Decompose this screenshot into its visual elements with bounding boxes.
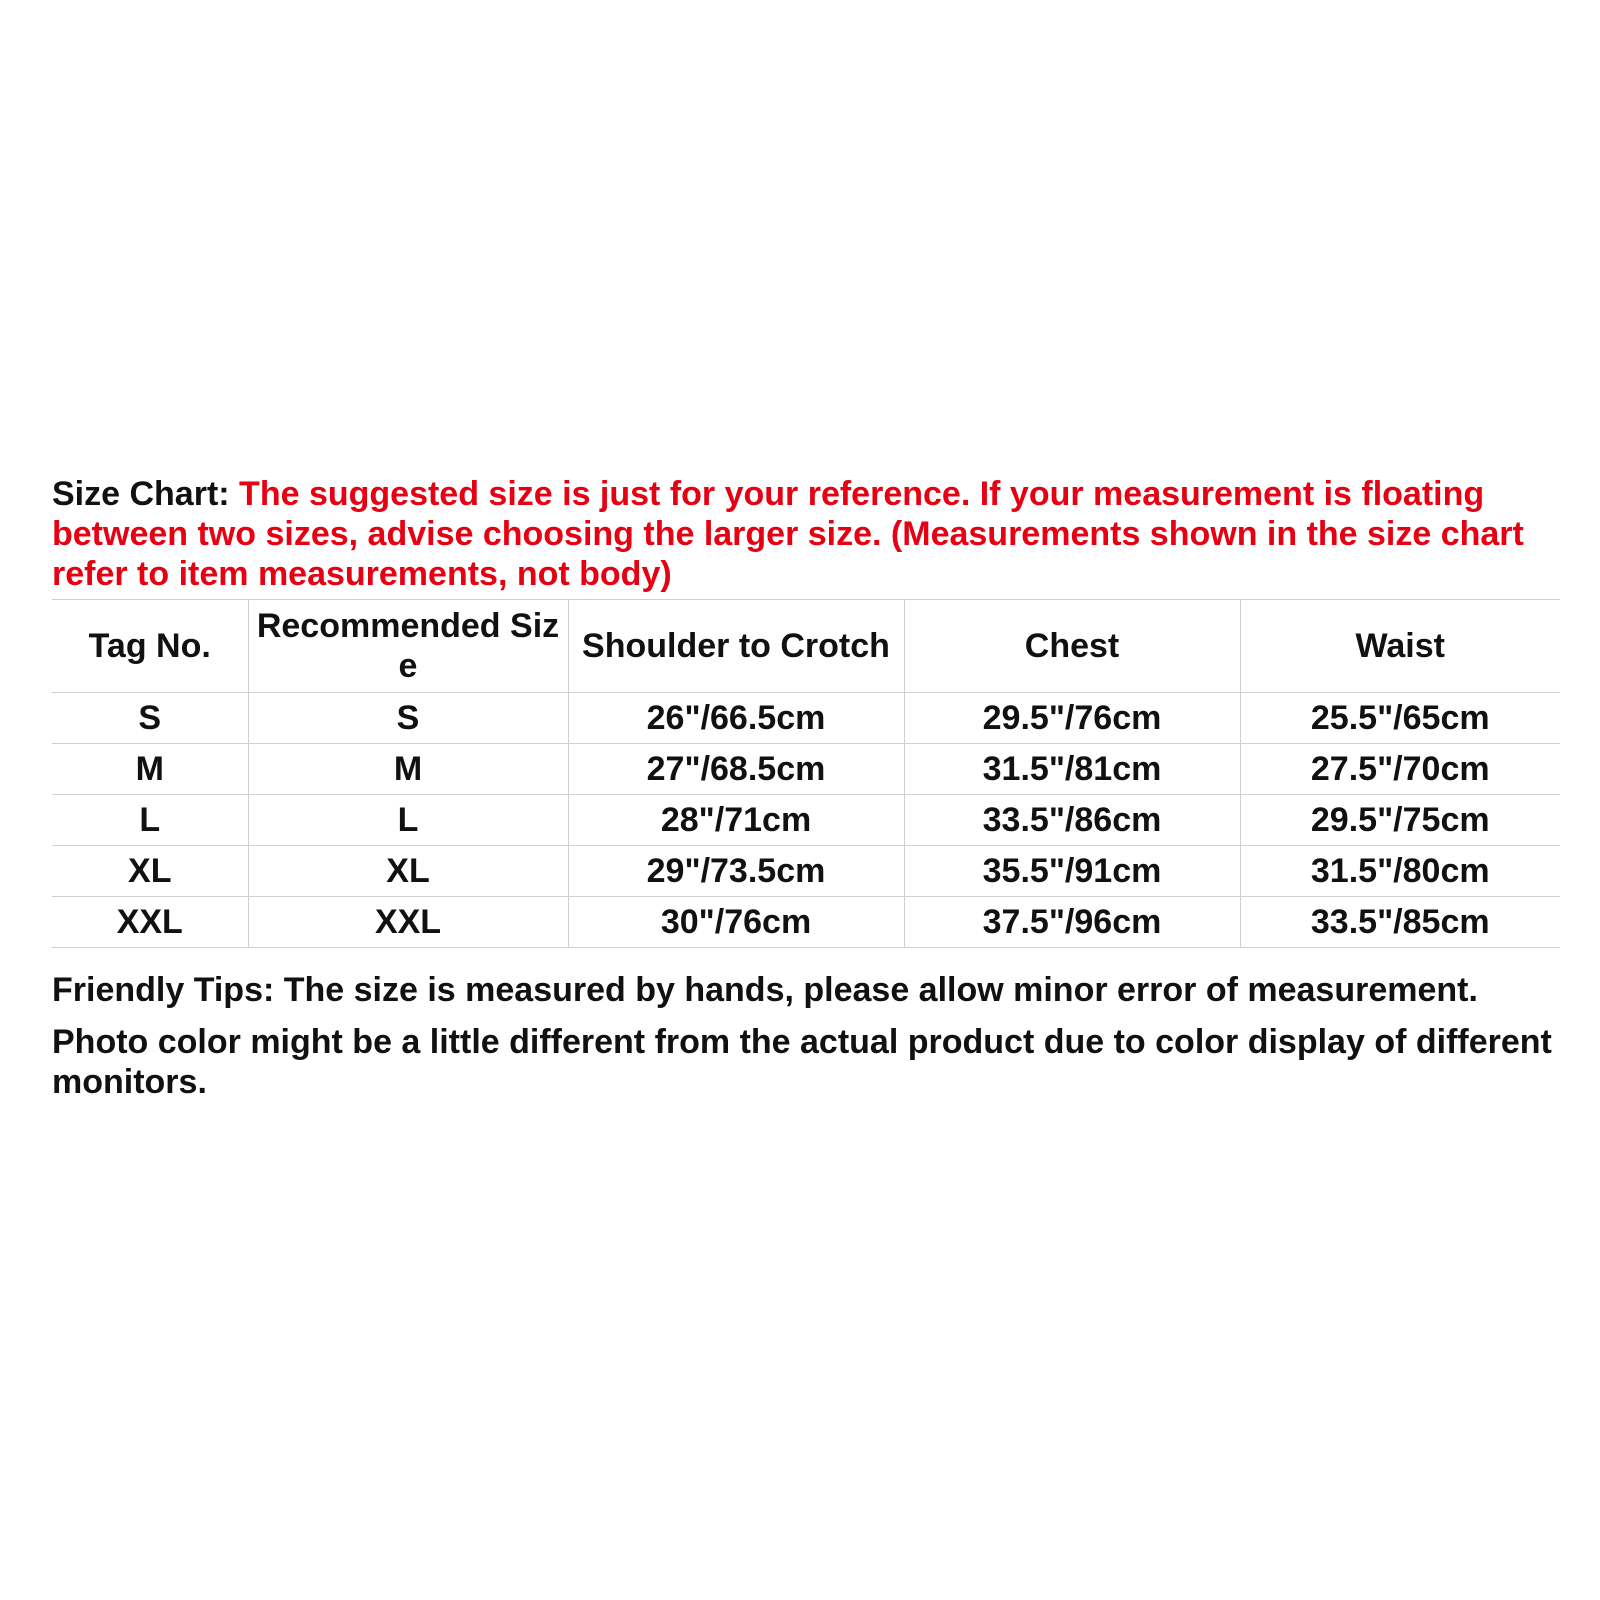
cell-shoulder-to-crotch: 27"/68.5cm [568, 744, 904, 795]
cell-tag-no: XL [52, 846, 248, 897]
cell-waist: 31.5"/80cm [1240, 846, 1560, 897]
cell-recommended-size: XXL [248, 897, 568, 948]
table-row [52, 846, 1560, 897]
cell-tag-no: XXL [52, 897, 248, 948]
cell-chest: 31.5"/81cm [904, 744, 1240, 795]
cell-waist: 29.5"/75cm [1240, 795, 1560, 846]
cell-tag-no: S [52, 693, 248, 744]
table-row [52, 744, 1560, 795]
header-chest: Chest [904, 600, 1240, 693]
table-row [52, 795, 1560, 846]
cell-tag-no: M [52, 744, 248, 795]
cell-chest: 35.5"/91cm [904, 846, 1240, 897]
table-row [52, 897, 1560, 948]
cell-waist: 27.5"/70cm [1240, 744, 1560, 795]
cell-shoulder-to-crotch: 29"/73.5cm [568, 846, 904, 897]
header-shoulder-to-crotch: Shoulder to Crotch [568, 600, 904, 693]
size-chart-note: The suggested size is just for your reference. If your measurement is floating between two sizes, advise choosing the larger size. (Measurements shown in the size chart refer to item measurements, not body) [52, 475, 1524, 593]
header-waist: Waist [1240, 600, 1560, 693]
size-chart-document [52, 474, 1560, 1102]
cell-recommended-size: L [248, 795, 568, 846]
cell-waist: 33.5"/85cm [1240, 897, 1560, 948]
cell-chest: 33.5"/86cm [904, 795, 1240, 846]
cell-waist: 25.5"/65cm [1240, 693, 1560, 744]
table-header-row [52, 600, 1560, 693]
cell-shoulder-to-crotch: 26"/66.5cm [568, 693, 904, 744]
cell-shoulder-to-crotch: 30"/76cm [568, 897, 904, 948]
cell-chest: 37.5"/96cm [904, 897, 1240, 948]
cell-tag-no: L [52, 795, 248, 846]
size-chart-label: Size Chart: [52, 475, 240, 513]
cell-shoulder-to-crotch: 28"/71cm [568, 795, 904, 846]
cell-recommended-size: S [248, 693, 568, 744]
color-disclaimer: Photo color might be a little different from the actual product due to color display of different monitors. [52, 1023, 1552, 1101]
header-recommended-size: Recommended Size [248, 600, 568, 693]
header-tag-no: Tag No. [52, 600, 248, 693]
size-table [52, 599, 1560, 948]
size-chart-intro [52, 474, 1560, 594]
friendly-tip: Friendly Tips: The size is measured by hands, please allow minor error of measurement. [52, 971, 1478, 1009]
cell-recommended-size: XL [248, 846, 568, 897]
cell-recommended-size: M [248, 744, 568, 795]
table-row [52, 693, 1560, 744]
cell-chest: 29.5"/76cm [904, 693, 1240, 744]
